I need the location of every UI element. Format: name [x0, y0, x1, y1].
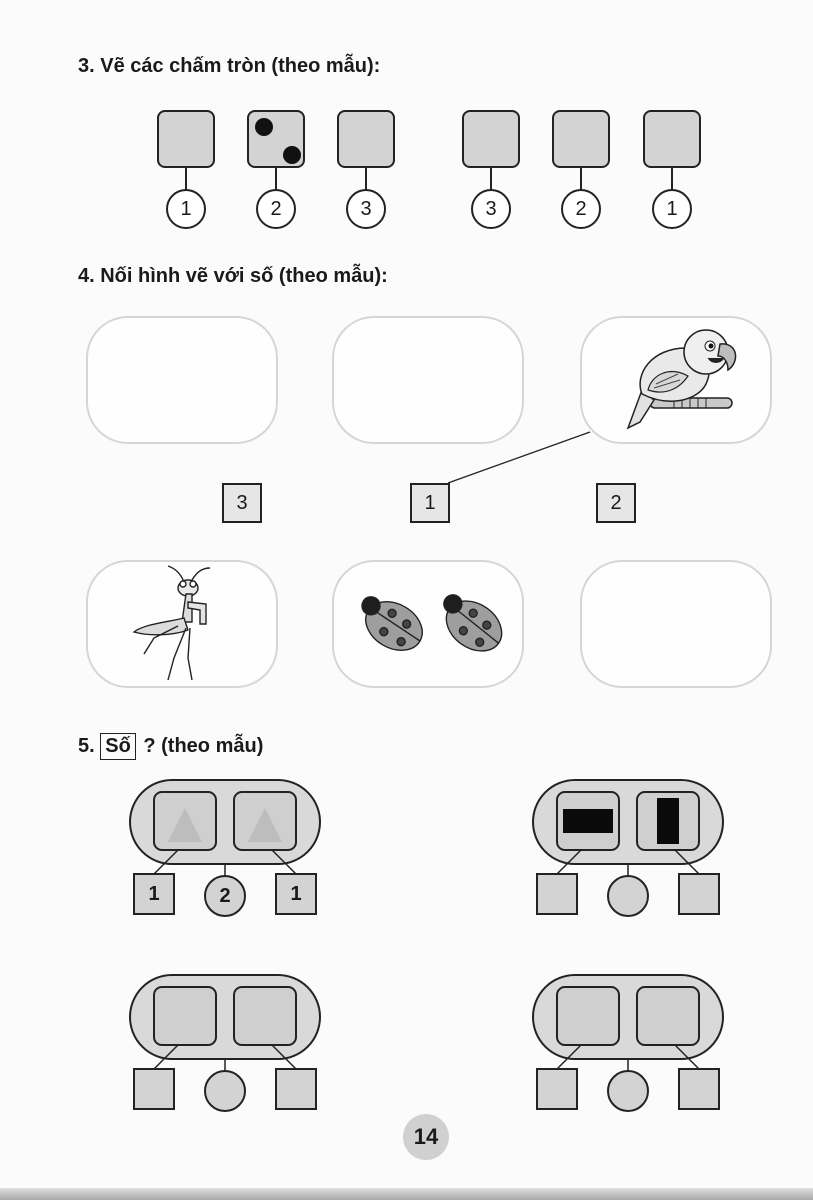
number-circle: 3: [471, 189, 511, 229]
number-circle: 2: [561, 189, 601, 229]
answer-box-left[interactable]: [537, 1069, 577, 1109]
answer-box-left[interactable]: [134, 1069, 174, 1109]
so-boxed-label: Số: [100, 733, 136, 760]
answer-circle[interactable]: [605, 876, 645, 916]
number-circle: 1: [652, 189, 692, 229]
example-right-value: 1: [290, 882, 302, 905]
answer-box-left[interactable]: [537, 874, 577, 914]
number-box[interactable]: 3: [222, 483, 262, 523]
answer-box-right[interactable]: [679, 1069, 719, 1109]
exercise-4-heading: 4. Nối hình vẽ với số (theo mẫu):: [78, 265, 388, 287]
number-box[interactable]: 2: [596, 483, 636, 523]
answer-box-right[interactable]: [276, 1069, 316, 1109]
number-box[interactable]: 1: [410, 483, 450, 523]
number-circle: 2: [256, 189, 296, 229]
answer-box-right[interactable]: [679, 874, 719, 914]
example-left-value: 1: [148, 882, 160, 905]
answer-circle[interactable]: [205, 1071, 245, 1111]
number-circle: 1: [166, 189, 206, 229]
example-center-value: 2: [219, 884, 231, 907]
answer-circle[interactable]: [605, 1071, 645, 1111]
page-edge: [0, 1188, 813, 1200]
number-circle: 3: [346, 189, 386, 229]
exercise-5-number: 5.: [78, 735, 95, 757]
exercise-5-suffix: ? (theo mẫu): [143, 735, 264, 757]
page-number: 14: [403, 1114, 449, 1160]
exercise-3-heading: 3. Vẽ các chấm tròn (theo mẫu):: [78, 55, 381, 77]
